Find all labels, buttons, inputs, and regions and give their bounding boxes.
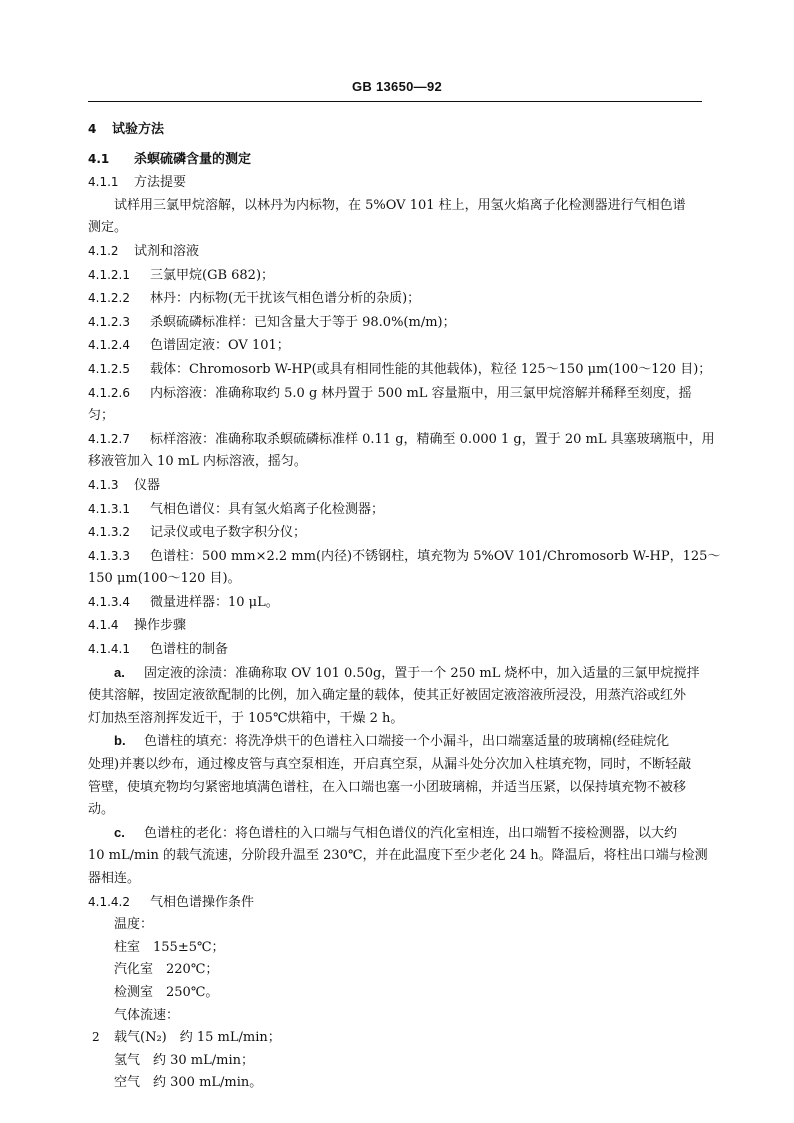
line-text: 试验方法 (112, 122, 165, 137)
line-text: 10 mL/min 的载气流速，分阶段升温至 230℃，并在此温度下至少老化 24 h。降温后，将柱出口端与检测 (88, 848, 708, 864)
line-text: 测定。 (88, 220, 128, 236)
line-text: 灯加热至溶剂挥发近干，于 105℃烘箱中，干燥 2 h。 (88, 710, 404, 726)
line-text: 色谱柱的填充：将洗净烘干的色谱柱入口端接一个小漏斗，出口端塞适量的玻璃棉(经硅烷化 (144, 734, 670, 750)
clause-line (88, 498, 702, 522)
clause-line (88, 891, 702, 915)
line-text: 动。 (88, 802, 115, 818)
line-text: 柱室 155±5℃； (114, 939, 225, 955)
paragraph-line (88, 799, 702, 822)
clause-number: 4.1.2.1 (88, 267, 130, 282)
paragraph-line (88, 754, 702, 777)
paragraph-line (88, 451, 702, 474)
clause-line (88, 591, 702, 615)
line-text: 林丹：内标物(无干扰该气相色谱分析的杂质)； (150, 291, 421, 307)
clause-number: 4.1.2.6 (88, 385, 130, 400)
paragraph-line (88, 405, 702, 428)
clause-line (88, 311, 702, 335)
clause-number: 4 (88, 122, 97, 136)
clause-line (88, 264, 702, 288)
line-text: 色谱柱：500 mm×2.2 mm(内径)不锈钢柱，填充物为 5%OV 101/Chromosorb W-HP，125～ (150, 548, 721, 564)
line-text: 操作步骤 (134, 618, 187, 634)
line-text: 气相色谱操作条件 (150, 894, 255, 910)
line-text: 内标溶液：准确称取约 5.0 g 林丹置于 500 mL 容量瓶中，用三氯甲烷溶解并稀释至刻度，摇 (150, 385, 692, 401)
list-item (88, 730, 702, 754)
line-text: 气相色谱仪：具有氢火焰离子化检测器； (150, 501, 385, 517)
clause-line (88, 171, 702, 195)
line-text: 汽化室 220℃； (114, 962, 219, 978)
line-text: 固定液的涂渍：准确称取 OV 101 0.50g，置于一个 250 mL 烧杯中，加入适量的三氯甲烷搅拌 (144, 665, 700, 681)
line-text: 气体流速： (114, 1007, 180, 1023)
clause-line (88, 240, 702, 264)
clause-number: a. (114, 664, 125, 680)
standard-code-header: GB 13650—92 (351, 79, 443, 94)
clause-line (88, 382, 702, 406)
paragraph-line (88, 195, 702, 218)
line-text: 标样溶液：准确称取杀螟硫磷标准样 0.11 g，精确至 0.000 1 g，置于 20 mL 具塞玻璃瓶中，用 (150, 431, 715, 447)
paragraph-line (88, 708, 702, 731)
line-text: 氢气 约 30 mL/min； (114, 1052, 255, 1068)
clause-line (88, 545, 721, 569)
clause-number: 4.1.3.1 (88, 501, 130, 516)
clause-line (88, 358, 712, 382)
clause-number: 4.1.3 (88, 477, 119, 492)
clause-number: 4.1.3.2 (88, 525, 130, 540)
section-heading (88, 118, 702, 142)
clause-number: 4.1.4 (88, 618, 119, 633)
clause-number: c. (114, 824, 125, 840)
line-text: 试剂和溶液 (134, 243, 200, 259)
line-text: 器相连。 (88, 871, 141, 886)
paragraph-line (88, 937, 702, 960)
clause-number: b. (114, 733, 126, 749)
line-text: 载气(N₂) 约 15 mL/min； (114, 1030, 281, 1046)
list-item (88, 662, 702, 686)
paragraph-line (88, 217, 702, 240)
line-text: 微量进样器：10 μL。 (150, 594, 279, 610)
line-text: 色谱柱的老化：将色谱柱的入口端与气相色谱仪的汽化室相连，出口端暂不接检测器，以大约 (144, 825, 678, 841)
line-text: 试样用三氯甲烷溶解，以林丹为内标物，在 5%OV 101 柱上，用氢火焰离子化检测器进行气相色谱 (114, 197, 686, 213)
clause-number: 4.1.3.4 (88, 594, 130, 609)
clause-line (88, 521, 702, 545)
line-text: 色谱固定液：OV 101； (150, 338, 290, 354)
clause-line (88, 287, 702, 311)
page-number: 2 (92, 1030, 100, 1044)
line-text: 记录仪或电子数字积分仪； (150, 525, 307, 541)
clause-line (88, 474, 702, 498)
paragraph-line (88, 568, 702, 591)
line-text: 使其溶解，按固定液欲配制的比例，加入确定量的载体，使其正好被固定液溶液所浸没，用蒸汽浴或红外 (88, 688, 687, 704)
line-text: 温度： (114, 917, 154, 933)
line-text: 检测室 250℃。 (114, 984, 219, 1000)
clause-line (88, 428, 715, 452)
line-text: 杀螟硫磷含量的测定 (134, 151, 252, 167)
list-item (88, 822, 702, 846)
line-text: 杀螟硫磷标准样：已知含量大于等于 98.0%(m/m)； (150, 314, 456, 330)
header-rule (88, 101, 702, 102)
clause-number: 4.1.4.2 (88, 894, 130, 909)
paragraph-line (88, 914, 702, 937)
clause-line (88, 614, 702, 638)
paragraph-line (88, 959, 702, 982)
paragraph-line (88, 777, 702, 800)
clause-number: 4.1.4.1 (88, 642, 130, 657)
line-text: 方法提要 (134, 175, 187, 191)
clause-number: 4.1.2.5 (88, 361, 130, 376)
clause-number: 4.1 (88, 151, 110, 166)
clause-number: 4.1.2.7 (88, 431, 130, 446)
line-text: 载体：Chromosorb W-HP(或具有相同性能的其他载体)，粒径 125～150 μm(100～120 目)； (150, 361, 712, 377)
line-text: 三氯甲烷(GB 682)； (150, 267, 275, 283)
subsection-heading (88, 148, 702, 172)
paragraph-line (88, 868, 702, 891)
line-text: 处理)并裹以纱布，通过橡皮管与真空泵相连，开启真空泵，从漏斗处分次加入柱填充物，同时，不断轻敲 (88, 757, 692, 773)
paragraph-line (88, 1072, 702, 1095)
clause-number: 4.1.3.3 (88, 548, 130, 563)
clause-number: 4.1.2.2 (88, 291, 130, 306)
line-text: 管壁，使填充物均匀紧密地填满色谱柱，在入口端也塞一小团玻璃棉，并适当压紧，以保持填充物不被移 (88, 779, 687, 795)
clause-number: 4.1.1 (88, 175, 119, 190)
document-body (88, 118, 721, 1095)
clause-line (88, 334, 702, 358)
line-text: 150 μm(100～120 目)。 (88, 571, 241, 587)
paragraph-line (88, 845, 708, 868)
paragraph-line (88, 1005, 702, 1028)
line-text: 仪器 (134, 477, 161, 493)
clause-number: 4.1.2 (88, 243, 119, 258)
line-text: 空气 约 300 mL/min。 (114, 1075, 263, 1091)
line-text: 移液管加入 10 mL 内标溶液，摇匀。 (88, 454, 307, 470)
clause-number: 4.1.2.3 (88, 314, 130, 329)
line-text: 匀； (88, 408, 115, 424)
paragraph-line (88, 1027, 702, 1050)
line-text: 色谱柱的制备 (150, 642, 229, 658)
paragraph-line (88, 1050, 702, 1073)
clause-line (88, 638, 702, 662)
paragraph-line (88, 685, 702, 708)
clause-number: 4.1.2.4 (88, 338, 130, 353)
paragraph-line (88, 982, 702, 1005)
